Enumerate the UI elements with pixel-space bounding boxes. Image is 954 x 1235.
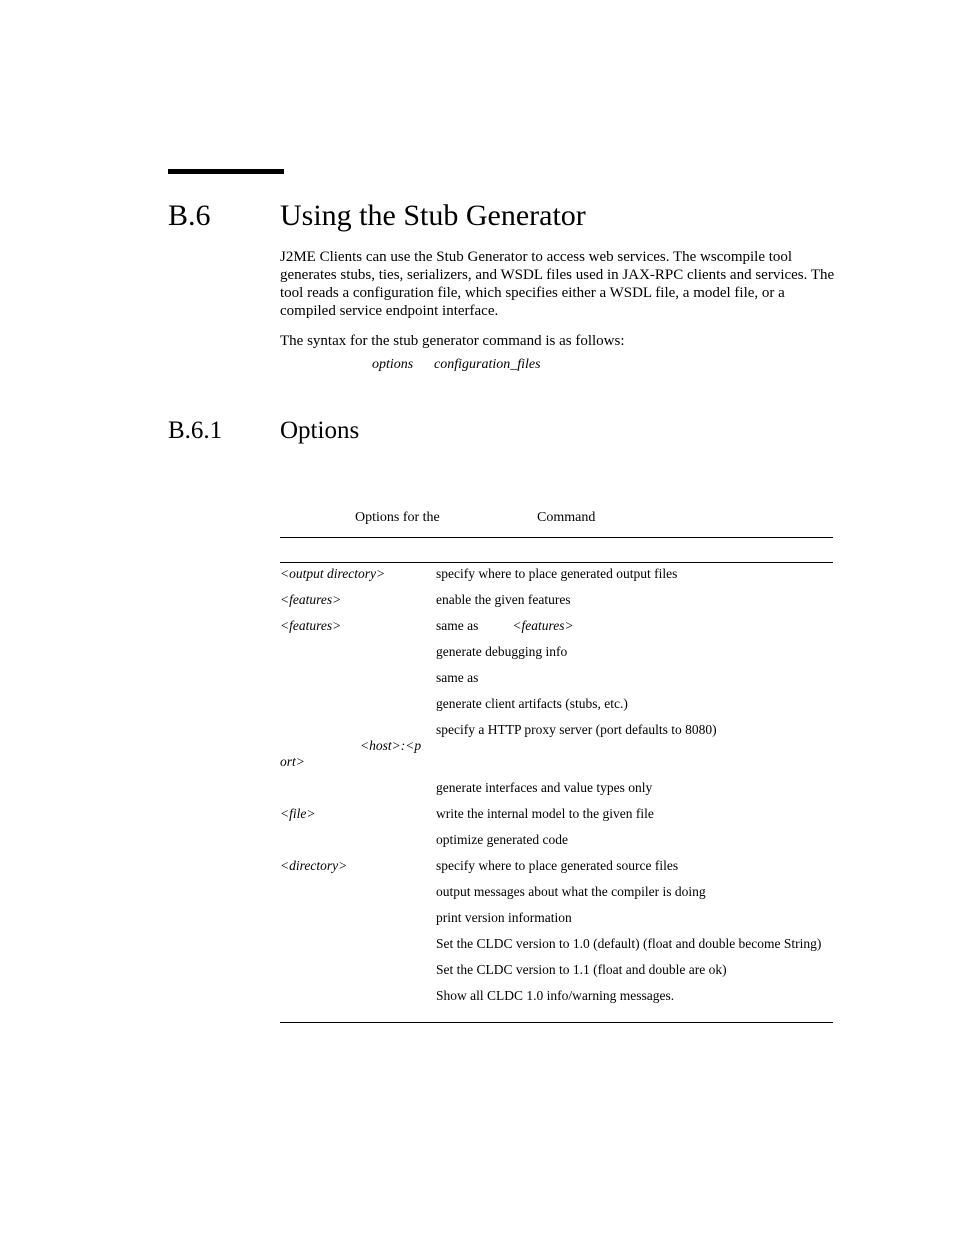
option-desc: same as: [436, 670, 479, 685]
option-desc: print version information: [436, 910, 572, 925]
option-arg: [280, 832, 436, 858]
table-caption-suffix: Command: [537, 510, 596, 525]
option-arg: <output directory>: [280, 566, 386, 581]
option-arg: <file>: [280, 806, 316, 821]
table-bottom-rule: [280, 1022, 833, 1023]
syntax-options: options: [372, 357, 414, 372]
option-desc: generate client artifacts (stubs, etc.): [436, 696, 628, 711]
option-arg-line2: ort>: [280, 754, 305, 769]
table-row: [280, 670, 833, 696]
option-desc-cell: [436, 618, 833, 644]
option-desc-arg: <features>: [512, 618, 574, 633]
table-row: [280, 962, 833, 988]
section-title: Using the Stub Generator: [280, 199, 586, 232]
option-arg: [280, 644, 436, 670]
option-desc: specify where to place generated output files: [436, 566, 678, 581]
option-arg-cell: [280, 722, 436, 780]
option-desc: optimize generated code: [436, 832, 568, 847]
option-arg: [280, 910, 436, 936]
table-row: [280, 858, 833, 884]
option-arg: [280, 936, 436, 962]
option-desc: Show all CLDC 1.0 info/warning messages.: [436, 988, 675, 1003]
table-row: [280, 884, 833, 910]
table-row: [280, 644, 833, 670]
option-arg: [280, 884, 436, 910]
table-row: [280, 618, 833, 644]
table-row: [280, 592, 833, 618]
table-row: [280, 780, 833, 806]
table-row: [280, 696, 833, 722]
subsection-number: B.6.1: [168, 417, 223, 444]
table-row: [280, 910, 833, 936]
option-arg: [280, 962, 436, 988]
syntax-intro: The syntax for the stub generator command is as follows:: [280, 333, 625, 349]
table-row: [280, 832, 833, 858]
table-row: [280, 566, 833, 592]
table-caption-prefix: Options for the: [355, 510, 440, 525]
section-intro: J2ME Clients can use the Stub Generator to access web services. The wscompile tool generates stubs, ties, serializers, and WSDL files used in JAX-RPC clients and services. The tool reads a configuration file, which specifies either a WSDL file, a model file, or a compiled service endpoint interface.: [280, 249, 835, 319]
option-arg: <features>: [280, 618, 342, 633]
table-header-rule: [280, 562, 833, 563]
section-number: B.6: [168, 199, 211, 232]
table-row: [280, 936, 833, 962]
option-desc: enable the given features: [436, 592, 571, 607]
table-row: [280, 722, 833, 780]
table-top-rule: [280, 537, 833, 538]
subsection-title: Options: [280, 417, 360, 444]
option-arg: [280, 988, 436, 1008]
option-arg-line1: <host>:<p: [360, 738, 422, 753]
option-desc: specify a HTTP proxy server (port defaults to 8080): [436, 722, 717, 737]
option-arg: [280, 696, 436, 722]
options-table: [280, 566, 833, 1008]
table-row: [280, 988, 833, 1008]
option-desc: Set the CLDC version to 1.0 (default) (float and double become String): [436, 936, 822, 951]
option-desc: write the internal model to the given file: [436, 806, 654, 821]
option-desc: specify where to place generated source files: [436, 858, 679, 873]
option-arg: [280, 780, 436, 806]
option-desc: generate interfaces and value types only: [436, 780, 653, 795]
option-desc: output messages about what the compiler is doing: [436, 884, 706, 899]
option-arg: <features>: [280, 592, 342, 607]
option-arg: [280, 670, 436, 696]
option-desc: Set the CLDC version to 1.1 (float and double are ok): [436, 962, 727, 977]
table-row: [280, 806, 833, 832]
syntax-files: configuration_files: [434, 357, 541, 372]
option-arg: <directory>: [280, 858, 348, 873]
chapter-rule: [168, 169, 284, 174]
option-desc: generate debugging info: [436, 644, 568, 659]
option-desc: same as: [436, 618, 479, 633]
